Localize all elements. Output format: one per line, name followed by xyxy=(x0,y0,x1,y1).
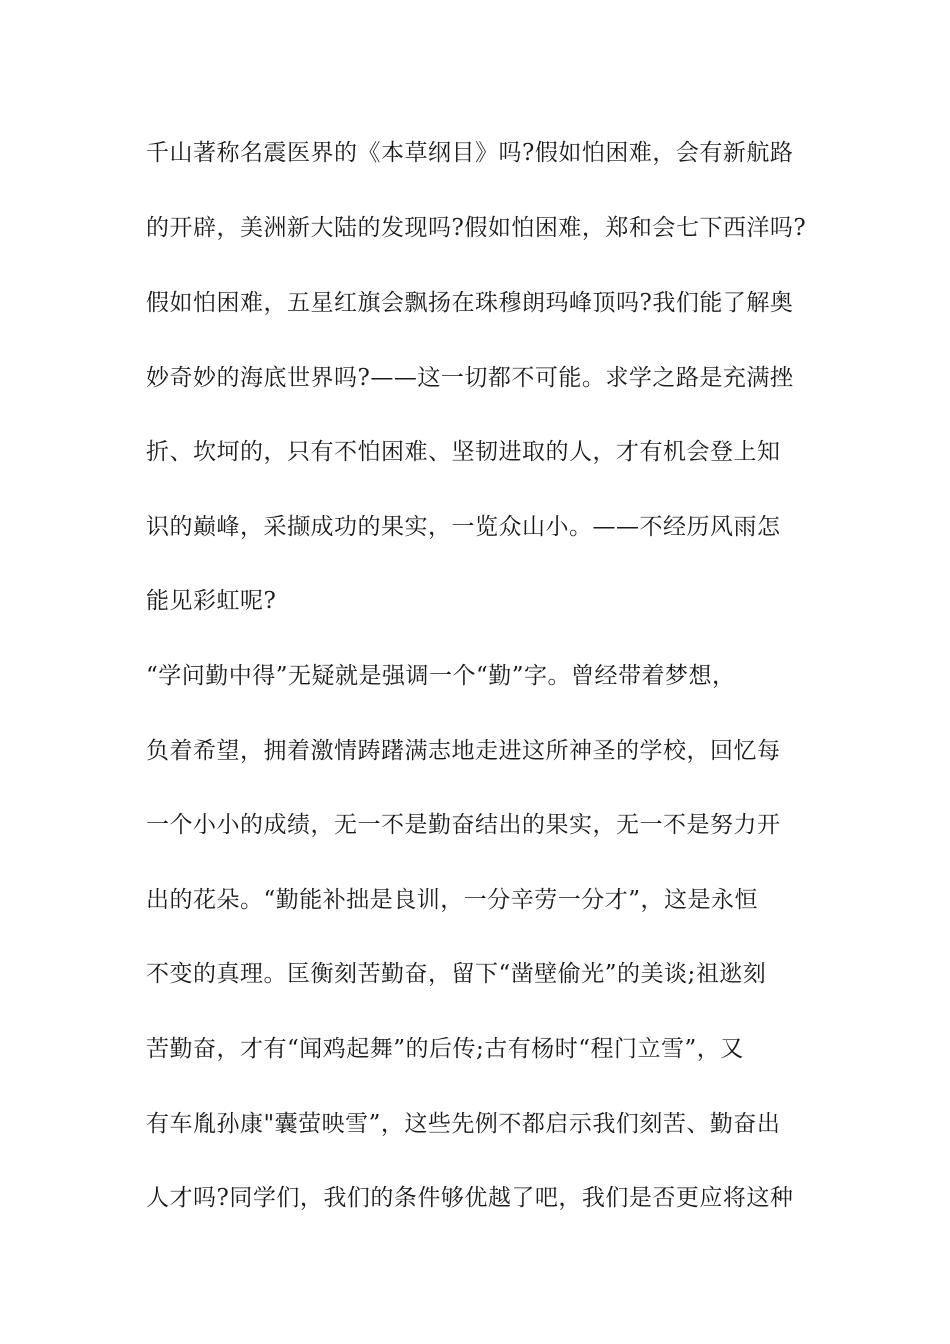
text-line: 苦勤奋，才有“闻鸡起舞”的后传;古有杨时“程门立雪”，又 xyxy=(146,1036,744,1062)
text-line: 不变的真理。匡衡刻苦勤奋，留下“凿壁偷光”的美谈;祖逖刻 xyxy=(146,961,767,987)
text-line: 的开辟，美洲新大陆的发现吗?假如怕困难，郑和会七下西洋吗? xyxy=(146,215,807,241)
text-line: 人才吗?同学们，我们的条件够优越了吧，我们是否更应将这种 xyxy=(146,1185,794,1211)
text-line: “学问勤中得”无疑就是强调一个“勤”字。曾经带着梦想， xyxy=(146,663,736,689)
text-line: 出的花朵。“勤能补拙是良训，一分辛劳一分才”，这是永恒 xyxy=(146,887,759,913)
text-line: 折、坎坷的，只有不怕困难、坚韧进取的人，才有机会登上知 xyxy=(146,439,781,465)
text-line: 千山著称名震医界的《本草纲目》吗?假如怕困难，会有新航路 xyxy=(146,140,794,166)
text-line: 假如怕困难，五星红旗会飘扬在珠穆朗玛峰顶吗?我们能了解奥 xyxy=(146,290,794,316)
text-line: 能见彩虹呢? xyxy=(146,588,277,614)
text-line: 识的巅峰，采撷成功的果实，一览众山小。——不经历风雨怎 xyxy=(146,514,781,540)
text-line: 妙奇妙的海底世界吗?——这一切都不可能。求学之路是充满挫 xyxy=(146,365,794,391)
text-line: 有车胤孙康"囊萤映雪”，这些先例不都启示我们刻苦、勤奋出 xyxy=(146,1111,781,1137)
text-line: 负着希望，拥着激情踌躇满志地走进这所神圣的学校，回忆每 xyxy=(146,738,781,764)
text-line: 一个小小的成绩，无一不是勤奋结出的果实，无一不是努力开 xyxy=(146,812,781,838)
